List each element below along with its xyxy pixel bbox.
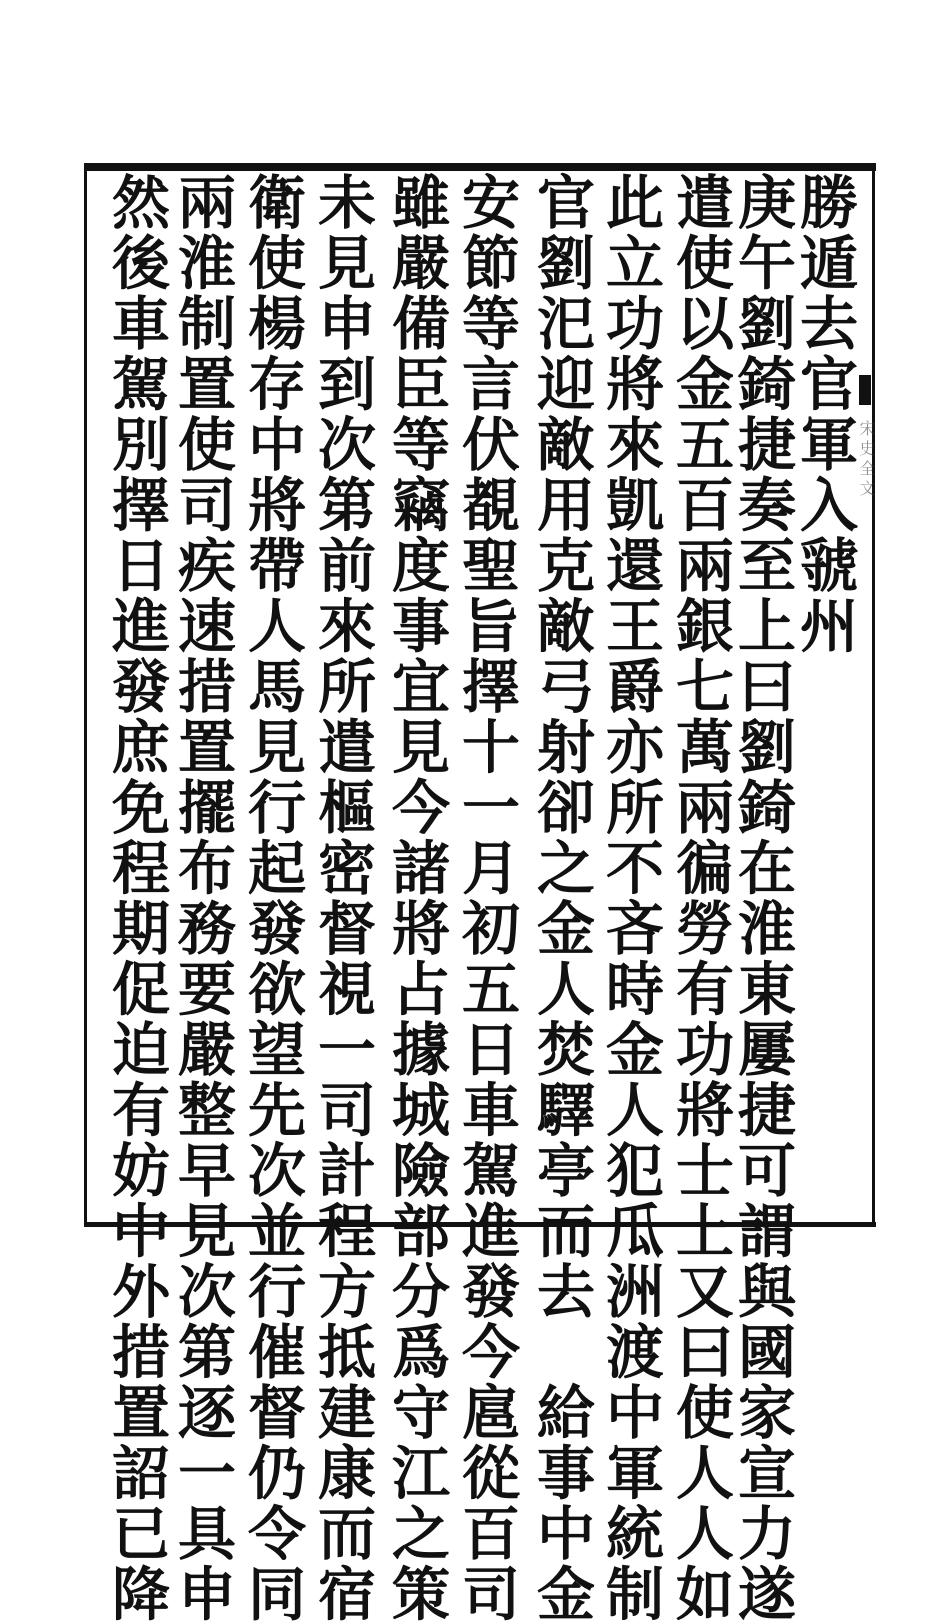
fold-mark-block [859, 375, 871, 405]
text-column-6: 安節等言伏覩聖旨擇十一月初五日車駕進發今扈從百司 [452, 172, 520, 1624]
text-column-2: 庚午劉錡捷奏至上曰劉錡在淮東屢捷可謂與國家宣力遂 [728, 172, 796, 1624]
text-column-5: 官劉汜迎敵用克敵弓射卻之金人焚驛亭而去 給事中金 [527, 172, 595, 1624]
fold-margin [858, 172, 874, 1217]
text-column-7: 雖嚴備臣等竊度事宜見今諸將占據城險部分爲守江之策 [382, 172, 450, 1624]
text-column-3: 遣使以金五百兩銀七萬兩徧勞有功將士上又曰使人人如 [666, 172, 734, 1624]
text-column-1: 勝遁去官軍入虢州 [790, 172, 858, 656]
text-column-8: 未見申到次第前來所遣樞密督視一司計程方抵建康而宿 [308, 172, 376, 1624]
text-column-4: 此立功將來凱還王爵亦所不吝時金人犯瓜洲渡中軍統制 [596, 172, 664, 1624]
text-column-10: 兩淮制置使司疾速措置擺布務要嚴整早見次第逐一具申 [168, 172, 236, 1624]
text-column-11: 然後車駕別擇日進發庶免程期促迫有妨中外措置詔已降 [102, 172, 170, 1624]
fold-margin-text: 宋史全文 [857, 420, 876, 500]
text-column-9: 衛使楊存中將帶人馬見行起發欲望先次並行催督仍令同 [238, 172, 306, 1624]
